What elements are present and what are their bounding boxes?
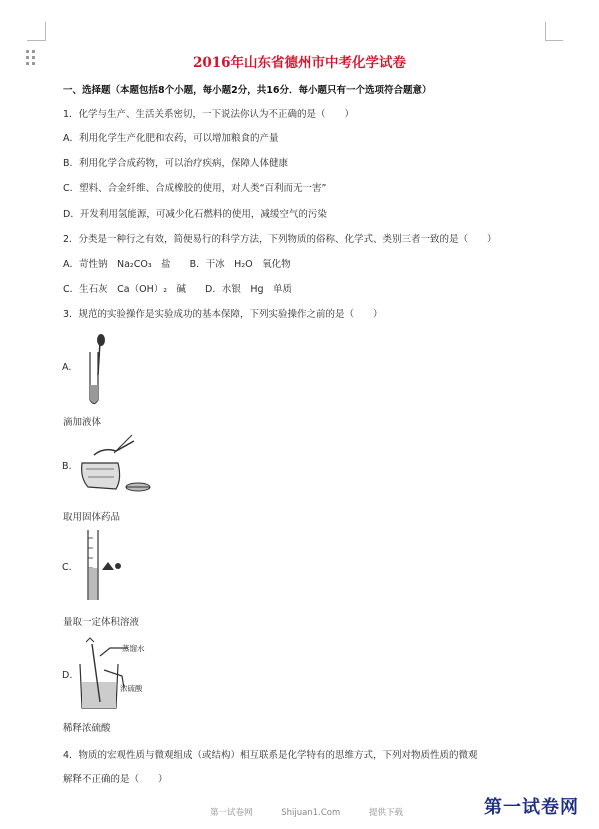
question-1-option-d: D．开发利用氢能源，可减少化石燃料的使用，减缓空气的污染 [63, 209, 327, 220]
solid-reagent-figure [74, 433, 152, 497]
graduated-cylinder-figure [80, 528, 126, 602]
question-4-stem-line-1: 4．物质的宏观性质与微观组成（或结构）相互联系是化学特有的思维方式，下列对物质性质的微观 [63, 750, 478, 761]
footer-site: 第一试卷网 [210, 808, 253, 818]
question-3-option-c-caption: 量取一定体积溶液 [63, 617, 140, 628]
question-2-options-cd: C．生石灰 Ca（OH）₂ 碱 D．水银 Hg 单质 [63, 284, 293, 295]
question-4-stem-line-2: 解释不正确的是（ ） [63, 774, 168, 785]
question-3-option-d-caption: 稀释浓硫酸 [63, 723, 111, 734]
question-3-stem: 3．规范的实验操作是实验成功的基本保障，下列实验操作之前的是（ ） [63, 309, 383, 320]
question-3-option-b-letter: B. [62, 461, 72, 472]
question-2-stem: 2．分类是一种行之有效，简便易行的科学方法，下列物质的俗称、化学式、类别三者一致的是（ ） [63, 234, 497, 245]
question-3-option-c-letter: C. [62, 562, 72, 573]
footer-domain[interactable]: Shijuan1.Com [281, 808, 341, 818]
brand-watermark: 第一试卷网 [484, 797, 579, 818]
crop-mark-top-right-v [545, 22, 546, 41]
question-1-stem: 1．化学与生产、生活关系密切，一下说法你认为不正确的是（ ） [63, 109, 355, 120]
page-footer [210, 806, 429, 818]
question-1-option-a: A．利用化学生产化肥和农药，可以增加粮食的产量 [63, 133, 279, 144]
question-2-options-ab: A．苛性钠 Na₂CO₃ 盐 B．干冰 H₂O 氧化物 [63, 259, 291, 270]
question-1-option-b: B．利用化学合成药物，可以治疗疾病，保障人体健康 [63, 158, 289, 169]
page-title: 2016年山东省德州市中考化学试卷 [192, 55, 407, 71]
question-3-option-d-letter: D. [62, 670, 73, 681]
crop-mark-top-right-h [545, 40, 563, 41]
question-3-option-a-caption: 滴加液体 [63, 417, 102, 428]
crop-mark-top-left-v [45, 22, 46, 41]
crop-mark-top-left-h [27, 40, 45, 41]
footer-action[interactable]: 提供下载 [368, 808, 403, 818]
question-1-option-c: C．塑料、合金纤维、合成橡胶的使用，对人类“百利而无一害” [63, 183, 327, 194]
acid-label: 浓硫酸 [120, 684, 143, 693]
section-heading: 一、选择题（本题包括8个小题，每小题2分，共16分．每小题只有一个选项符合题意） [63, 85, 432, 96]
dropper-test-tube-figure [78, 330, 120, 408]
question-3-option-a-letter: A. [62, 362, 72, 373]
question-3-option-b-caption: 取用固体药品 [63, 512, 121, 523]
water-label: 蒸馏水 [122, 644, 145, 653]
